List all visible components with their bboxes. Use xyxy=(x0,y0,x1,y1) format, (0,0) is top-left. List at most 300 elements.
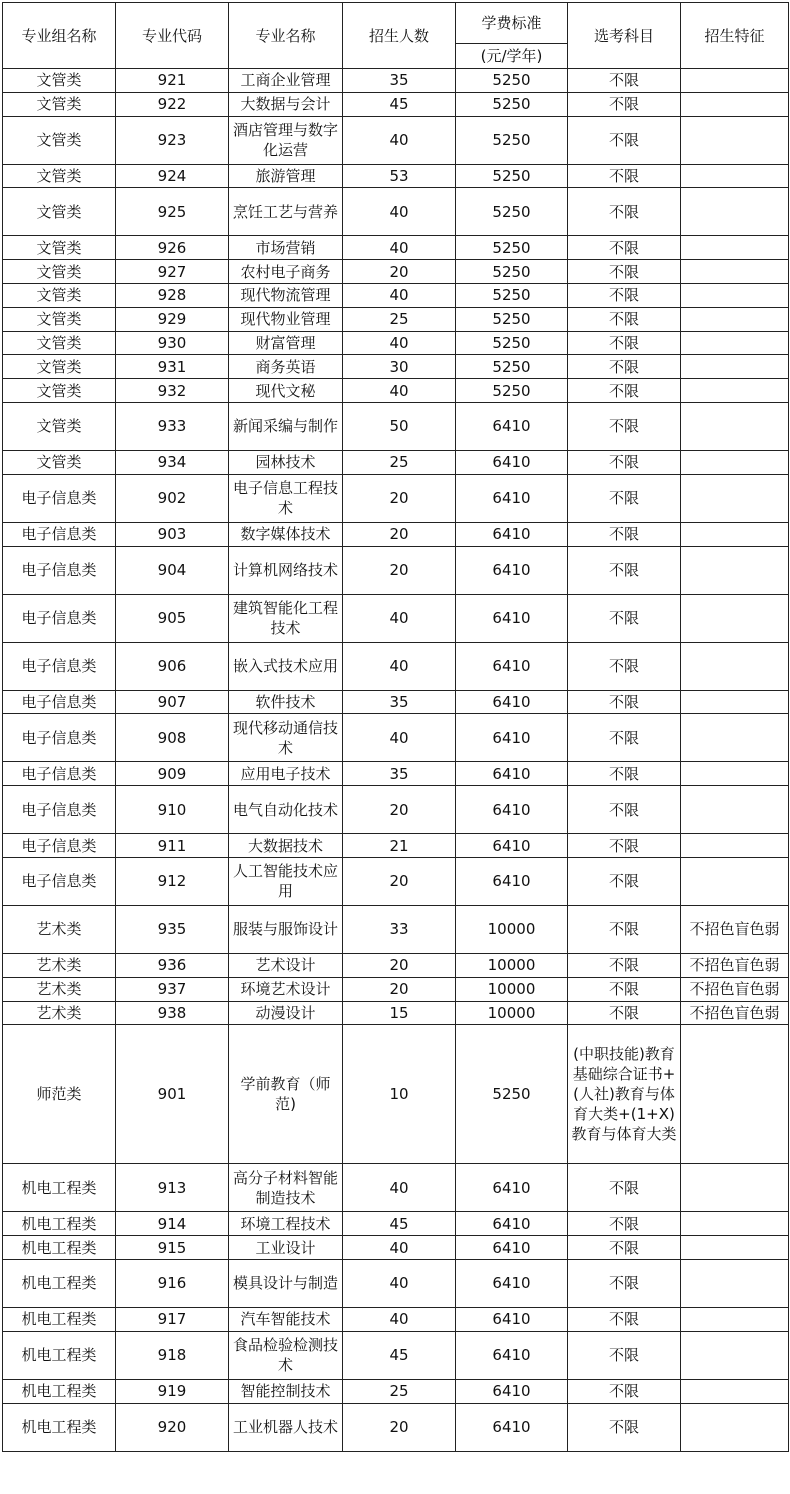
subjects-cell: 不限 xyxy=(568,1001,681,1025)
subjects-cell: 不限 xyxy=(568,92,681,116)
quota-cell: 40 xyxy=(343,116,456,164)
name-cell: 现代文秘 xyxy=(229,379,343,403)
quota-cell: 35 xyxy=(343,762,456,786)
group-cell: 文管类 xyxy=(3,92,116,116)
fee-cell: 10000 xyxy=(456,1001,568,1025)
group-cell: 机电工程类 xyxy=(3,1259,116,1307)
subjects-cell: 不限 xyxy=(568,642,681,690)
code-cell: 932 xyxy=(116,379,229,403)
features-cell xyxy=(681,116,789,164)
fee-cell: 6410 xyxy=(456,1164,568,1212)
fee-cell: 6410 xyxy=(456,857,568,905)
header-name: 专业名称 xyxy=(229,3,343,69)
features-cell xyxy=(681,236,789,260)
code-cell: 904 xyxy=(116,546,229,594)
admissions-table xyxy=(2,2,789,1452)
quota-cell: 20 xyxy=(343,1403,456,1451)
group-cell: 机电工程类 xyxy=(3,1331,116,1379)
quota-cell: 40 xyxy=(343,642,456,690)
group-cell: 机电工程类 xyxy=(3,1307,116,1331)
name-cell: 大数据与会计 xyxy=(229,92,343,116)
name-cell: 商务英语 xyxy=(229,355,343,379)
fee-cell: 5250 xyxy=(456,355,568,379)
code-cell: 903 xyxy=(116,522,229,546)
subjects-cell: 不限 xyxy=(568,714,681,762)
quota-cell: 35 xyxy=(343,690,456,714)
table-row xyxy=(3,188,789,236)
group-cell: 电子信息类 xyxy=(3,594,116,642)
fee-cell: 10000 xyxy=(456,905,568,953)
subjects-cell: 不限 xyxy=(568,546,681,594)
quota-cell: 40 xyxy=(343,594,456,642)
features-cell xyxy=(681,402,789,450)
fee-cell: 6410 xyxy=(456,834,568,858)
quota-cell: 45 xyxy=(343,1331,456,1379)
features-cell xyxy=(681,834,789,858)
features-cell xyxy=(681,307,789,331)
fee-cell: 6410 xyxy=(456,450,568,474)
code-cell: 901 xyxy=(116,1025,229,1164)
table-row xyxy=(3,594,789,642)
code-cell: 905 xyxy=(116,594,229,642)
fee-cell: 6410 xyxy=(456,1236,568,1260)
table-row xyxy=(3,474,789,522)
features-cell xyxy=(681,786,789,834)
features-cell xyxy=(681,1403,789,1451)
table-row xyxy=(3,546,789,594)
header-features: 招生特征 xyxy=(681,3,789,69)
quota-cell: 20 xyxy=(343,474,456,522)
name-cell: 艺术设计 xyxy=(229,953,343,977)
features-cell: 不招色盲色弱 xyxy=(681,953,789,977)
group-cell: 文管类 xyxy=(3,69,116,93)
quota-cell: 20 xyxy=(343,953,456,977)
features-cell xyxy=(681,1259,789,1307)
group-cell: 机电工程类 xyxy=(3,1403,116,1451)
code-cell: 918 xyxy=(116,1331,229,1379)
code-cell: 914 xyxy=(116,1212,229,1236)
name-cell: 烹饪工艺与营养 xyxy=(229,188,343,236)
code-cell: 909 xyxy=(116,762,229,786)
features-cell xyxy=(681,1307,789,1331)
table-row xyxy=(3,1331,789,1379)
features-cell xyxy=(681,1236,789,1260)
fee-cell: 5250 xyxy=(456,1025,568,1164)
name-cell: 智能控制技术 xyxy=(229,1379,343,1403)
features-cell xyxy=(681,331,789,355)
code-cell: 902 xyxy=(116,474,229,522)
table-row xyxy=(3,236,789,260)
name-cell: 现代移动通信技术 xyxy=(229,714,343,762)
features-cell xyxy=(681,283,789,307)
name-cell: 高分子材料智能制造技术 xyxy=(229,1164,343,1212)
group-cell: 文管类 xyxy=(3,116,116,164)
name-cell: 应用电子技术 xyxy=(229,762,343,786)
code-cell: 926 xyxy=(116,236,229,260)
fee-cell: 5250 xyxy=(456,379,568,403)
subjects-cell: 不限 xyxy=(568,690,681,714)
group-cell: 电子信息类 xyxy=(3,762,116,786)
quota-cell: 20 xyxy=(343,857,456,905)
name-cell: 新闻采编与制作 xyxy=(229,402,343,450)
table-row xyxy=(3,905,789,953)
features-cell xyxy=(681,1212,789,1236)
quota-cell: 40 xyxy=(343,1236,456,1260)
group-cell: 电子信息类 xyxy=(3,857,116,905)
subjects-cell: 不限 xyxy=(568,953,681,977)
subjects-cell: 不限 xyxy=(568,283,681,307)
group-cell: 机电工程类 xyxy=(3,1212,116,1236)
code-cell: 931 xyxy=(116,355,229,379)
group-cell: 电子信息类 xyxy=(3,546,116,594)
subjects-cell: 不限 xyxy=(568,1259,681,1307)
group-cell: 电子信息类 xyxy=(3,690,116,714)
name-cell: 工业机器人技术 xyxy=(229,1403,343,1451)
name-cell: 工业设计 xyxy=(229,1236,343,1260)
name-cell: 学前教育（师范) xyxy=(229,1025,343,1164)
name-cell: 服装与服饰设计 xyxy=(229,905,343,953)
table-row xyxy=(3,834,789,858)
features-cell xyxy=(681,1025,789,1164)
quota-cell: 40 xyxy=(343,1307,456,1331)
code-cell: 911 xyxy=(116,834,229,858)
group-cell: 师范类 xyxy=(3,1025,116,1164)
table-row xyxy=(3,714,789,762)
features-cell xyxy=(681,1331,789,1379)
features-cell xyxy=(681,379,789,403)
subjects-cell: 不限 xyxy=(568,905,681,953)
code-cell: 916 xyxy=(116,1259,229,1307)
group-cell: 文管类 xyxy=(3,331,116,355)
subjects-cell: 不限 xyxy=(568,236,681,260)
name-cell: 人工智能技术应用 xyxy=(229,857,343,905)
group-cell: 机电工程类 xyxy=(3,1236,116,1260)
name-cell: 计算机网络技术 xyxy=(229,546,343,594)
subjects-cell: 不限 xyxy=(568,857,681,905)
features-cell xyxy=(681,92,789,116)
fee-cell: 5250 xyxy=(456,164,568,188)
fee-cell: 5250 xyxy=(456,69,568,93)
code-cell: 920 xyxy=(116,1403,229,1451)
header-fee: 学费标准 xyxy=(456,3,568,44)
subjects-cell: 不限 xyxy=(568,355,681,379)
code-cell: 938 xyxy=(116,1001,229,1025)
quota-cell: 15 xyxy=(343,1001,456,1025)
subjects-cell: (中职技能)教育基础综合证书+(人社)教育与体育大类+(1+X)教育与体育大类 xyxy=(568,1025,681,1164)
quota-cell: 40 xyxy=(343,331,456,355)
header-group: 专业组名称 xyxy=(3,3,116,69)
quota-cell: 21 xyxy=(343,834,456,858)
code-cell: 922 xyxy=(116,92,229,116)
table-row xyxy=(3,1307,789,1331)
quota-cell: 35 xyxy=(343,69,456,93)
table-row xyxy=(3,762,789,786)
subjects-cell: 不限 xyxy=(568,762,681,786)
name-cell: 现代物流管理 xyxy=(229,283,343,307)
code-cell: 908 xyxy=(116,714,229,762)
name-cell: 酒店管理与数字化运营 xyxy=(229,116,343,164)
fee-cell: 5250 xyxy=(456,236,568,260)
fee-cell: 6410 xyxy=(456,762,568,786)
code-cell: 925 xyxy=(116,188,229,236)
table-row xyxy=(3,1212,789,1236)
group-cell: 文管类 xyxy=(3,260,116,284)
code-cell: 915 xyxy=(116,1236,229,1260)
subjects-cell: 不限 xyxy=(568,116,681,164)
features-cell xyxy=(681,164,789,188)
code-cell: 930 xyxy=(116,331,229,355)
code-cell: 917 xyxy=(116,1307,229,1331)
features-cell: 不招色盲色弱 xyxy=(681,977,789,1001)
name-cell: 电子信息工程技术 xyxy=(229,474,343,522)
name-cell: 食品检验检测技术 xyxy=(229,1331,343,1379)
name-cell: 农村电子商务 xyxy=(229,260,343,284)
subjects-cell: 不限 xyxy=(568,69,681,93)
features-cell xyxy=(681,690,789,714)
name-cell: 园林技术 xyxy=(229,450,343,474)
group-cell: 电子信息类 xyxy=(3,786,116,834)
code-cell: 933 xyxy=(116,402,229,450)
subjects-cell: 不限 xyxy=(568,834,681,858)
fee-cell: 10000 xyxy=(456,953,568,977)
quota-cell: 33 xyxy=(343,905,456,953)
group-cell: 电子信息类 xyxy=(3,522,116,546)
name-cell: 环境工程技术 xyxy=(229,1212,343,1236)
group-cell: 文管类 xyxy=(3,355,116,379)
fee-cell: 5250 xyxy=(456,331,568,355)
table-row xyxy=(3,116,789,164)
code-cell: 913 xyxy=(116,1164,229,1212)
features-cell: 不招色盲色弱 xyxy=(681,1001,789,1025)
fee-cell: 6410 xyxy=(456,1307,568,1331)
code-cell: 934 xyxy=(116,450,229,474)
fee-cell: 10000 xyxy=(456,977,568,1001)
group-cell: 电子信息类 xyxy=(3,714,116,762)
features-cell xyxy=(681,546,789,594)
subjects-cell: 不限 xyxy=(568,450,681,474)
fee-cell: 6410 xyxy=(456,642,568,690)
group-cell: 艺术类 xyxy=(3,1001,116,1025)
header-row xyxy=(3,3,789,44)
table-row xyxy=(3,69,789,93)
fee-cell: 5250 xyxy=(456,116,568,164)
quota-cell: 25 xyxy=(343,1379,456,1403)
quota-cell: 20 xyxy=(343,260,456,284)
quota-cell: 20 xyxy=(343,546,456,594)
subjects-cell: 不限 xyxy=(568,1236,681,1260)
name-cell: 汽车智能技术 xyxy=(229,1307,343,1331)
table-row xyxy=(3,1236,789,1260)
subjects-cell: 不限 xyxy=(568,260,681,284)
group-cell: 艺术类 xyxy=(3,977,116,1001)
code-cell: 927 xyxy=(116,260,229,284)
table-body xyxy=(3,3,789,1452)
features-cell xyxy=(681,762,789,786)
code-cell: 906 xyxy=(116,642,229,690)
group-cell: 艺术类 xyxy=(3,905,116,953)
quota-cell: 20 xyxy=(343,522,456,546)
fee-cell: 5250 xyxy=(456,307,568,331)
features-cell xyxy=(681,450,789,474)
name-cell: 建筑智能化工程技术 xyxy=(229,594,343,642)
table-row xyxy=(3,307,789,331)
table-row xyxy=(3,402,789,450)
code-cell: 928 xyxy=(116,283,229,307)
group-cell: 电子信息类 xyxy=(3,642,116,690)
name-cell: 市场营销 xyxy=(229,236,343,260)
name-cell: 现代物业管理 xyxy=(229,307,343,331)
code-cell: 912 xyxy=(116,857,229,905)
name-cell: 动漫设计 xyxy=(229,1001,343,1025)
code-cell: 910 xyxy=(116,786,229,834)
name-cell: 环境艺术设计 xyxy=(229,977,343,1001)
fee-cell: 6410 xyxy=(456,786,568,834)
features-cell xyxy=(681,642,789,690)
fee-cell: 6410 xyxy=(456,474,568,522)
quota-cell: 53 xyxy=(343,164,456,188)
subjects-cell: 不限 xyxy=(568,188,681,236)
table-row xyxy=(3,355,789,379)
group-cell: 文管类 xyxy=(3,236,116,260)
quota-cell: 45 xyxy=(343,92,456,116)
quota-cell: 40 xyxy=(343,1259,456,1307)
name-cell: 模具设计与制造 xyxy=(229,1259,343,1307)
quota-cell: 40 xyxy=(343,1164,456,1212)
table-row xyxy=(3,1379,789,1403)
group-cell: 文管类 xyxy=(3,188,116,236)
subjects-cell: 不限 xyxy=(568,786,681,834)
table-row xyxy=(3,1259,789,1307)
quota-cell: 40 xyxy=(343,236,456,260)
quota-cell: 20 xyxy=(343,786,456,834)
table-row xyxy=(3,331,789,355)
fee-cell: 5250 xyxy=(456,188,568,236)
features-cell xyxy=(681,857,789,905)
group-cell: 文管类 xyxy=(3,379,116,403)
quota-cell: 25 xyxy=(343,450,456,474)
table-row xyxy=(3,953,789,977)
subjects-cell: 不限 xyxy=(568,1331,681,1379)
group-cell: 文管类 xyxy=(3,402,116,450)
fee-cell: 6410 xyxy=(456,522,568,546)
group-cell: 机电工程类 xyxy=(3,1379,116,1403)
quota-cell: 40 xyxy=(343,379,456,403)
fee-cell: 6410 xyxy=(456,1403,568,1451)
features-cell xyxy=(681,1379,789,1403)
code-cell: 936 xyxy=(116,953,229,977)
features-cell xyxy=(681,714,789,762)
subjects-cell: 不限 xyxy=(568,379,681,403)
table-row xyxy=(3,1025,789,1164)
fee-cell: 6410 xyxy=(456,714,568,762)
name-cell: 软件技术 xyxy=(229,690,343,714)
name-cell: 旅游管理 xyxy=(229,164,343,188)
group-cell: 电子信息类 xyxy=(3,834,116,858)
quota-cell: 30 xyxy=(343,355,456,379)
code-cell: 923 xyxy=(116,116,229,164)
table-row xyxy=(3,642,789,690)
features-cell xyxy=(681,474,789,522)
features-cell xyxy=(681,355,789,379)
table-row xyxy=(3,450,789,474)
group-cell: 文管类 xyxy=(3,283,116,307)
fee-cell: 6410 xyxy=(456,1331,568,1379)
header-subjects: 选考科目 xyxy=(568,3,681,69)
quota-cell: 40 xyxy=(343,283,456,307)
code-cell: 935 xyxy=(116,905,229,953)
features-cell xyxy=(681,260,789,284)
table-row xyxy=(3,857,789,905)
table-row xyxy=(3,977,789,1001)
quota-cell: 50 xyxy=(343,402,456,450)
group-cell: 文管类 xyxy=(3,307,116,331)
features-cell xyxy=(681,1164,789,1212)
quota-cell: 40 xyxy=(343,714,456,762)
subjects-cell: 不限 xyxy=(568,594,681,642)
code-cell: 907 xyxy=(116,690,229,714)
fee-cell: 6410 xyxy=(456,690,568,714)
subjects-cell: 不限 xyxy=(568,977,681,1001)
quota-cell: 20 xyxy=(343,977,456,1001)
quota-cell: 10 xyxy=(343,1025,456,1164)
code-cell: 929 xyxy=(116,307,229,331)
subjects-cell: 不限 xyxy=(568,331,681,355)
fee-cell: 5250 xyxy=(456,92,568,116)
name-cell: 数字媒体技术 xyxy=(229,522,343,546)
fee-cell: 6410 xyxy=(456,1212,568,1236)
code-cell: 924 xyxy=(116,164,229,188)
subjects-cell: 不限 xyxy=(568,1212,681,1236)
fee-cell: 6410 xyxy=(456,1379,568,1403)
features-cell xyxy=(681,69,789,93)
fee-cell: 6410 xyxy=(456,402,568,450)
subjects-cell: 不限 xyxy=(568,522,681,546)
quota-cell: 45 xyxy=(343,1212,456,1236)
header-quota: 招生人数 xyxy=(343,3,456,69)
table-row xyxy=(3,283,789,307)
group-cell: 机电工程类 xyxy=(3,1164,116,1212)
header-code: 专业代码 xyxy=(116,3,229,69)
name-cell: 嵌入式技术应用 xyxy=(229,642,343,690)
fee-cell: 6410 xyxy=(456,594,568,642)
subjects-cell: 不限 xyxy=(568,307,681,331)
fee-cell: 6410 xyxy=(456,1259,568,1307)
group-cell: 艺术类 xyxy=(3,953,116,977)
subjects-cell: 不限 xyxy=(568,1307,681,1331)
table-row xyxy=(3,164,789,188)
group-cell: 电子信息类 xyxy=(3,474,116,522)
table-row xyxy=(3,690,789,714)
table-row xyxy=(3,1164,789,1212)
header-fee-unit: (元/学年) xyxy=(456,44,568,69)
table-row xyxy=(3,260,789,284)
code-cell: 921 xyxy=(116,69,229,93)
code-cell: 919 xyxy=(116,1379,229,1403)
table-row xyxy=(3,1403,789,1451)
group-cell: 文管类 xyxy=(3,164,116,188)
table-row xyxy=(3,379,789,403)
features-cell xyxy=(681,594,789,642)
fee-cell: 5250 xyxy=(456,283,568,307)
group-cell: 文管类 xyxy=(3,450,116,474)
fee-cell: 6410 xyxy=(456,546,568,594)
subjects-cell: 不限 xyxy=(568,474,681,522)
name-cell: 工商企业管理 xyxy=(229,69,343,93)
quota-cell: 25 xyxy=(343,307,456,331)
features-cell: 不招色盲色弱 xyxy=(681,905,789,953)
name-cell: 大数据技术 xyxy=(229,834,343,858)
table-row xyxy=(3,522,789,546)
